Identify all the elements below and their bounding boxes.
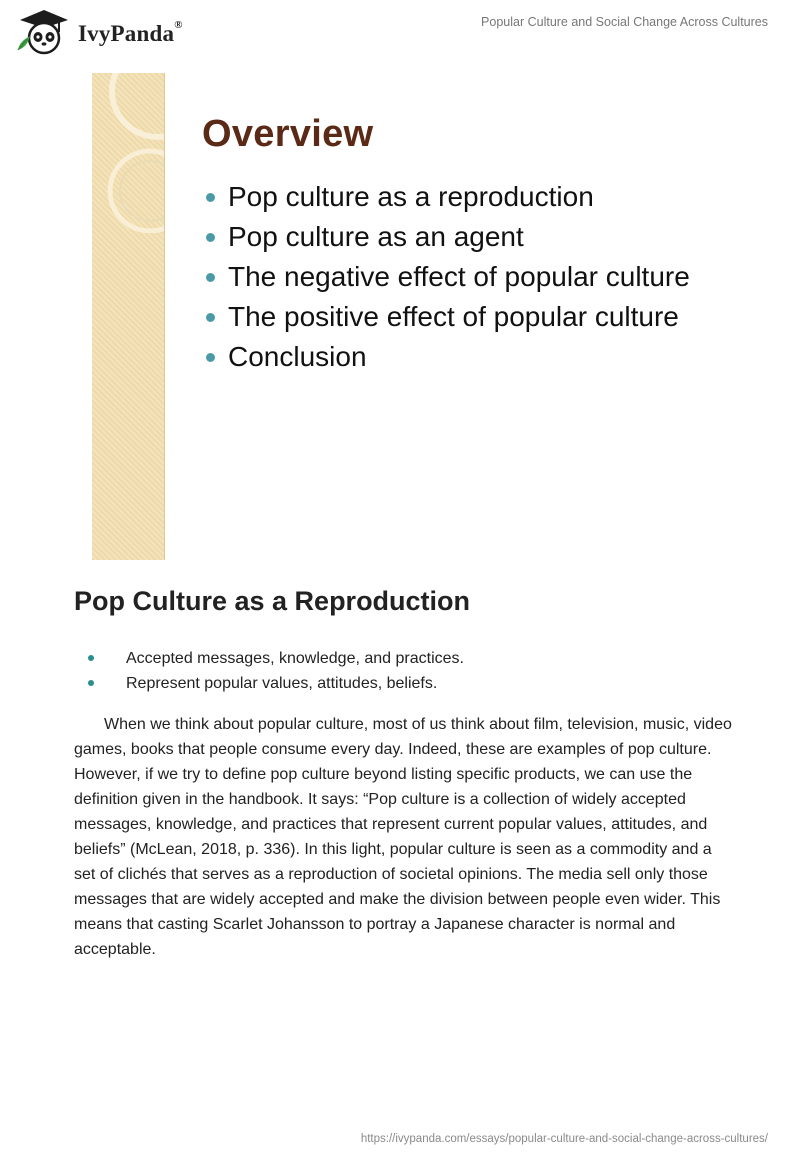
page-header	[0, 0, 800, 60]
decorative-circles-icon	[92, 73, 164, 233]
article-bullet-list	[74, 646, 464, 696]
panda-graduate-icon	[14, 8, 70, 56]
slide-decorative-strip	[92, 73, 165, 560]
presentation-slide	[92, 73, 732, 560]
bullet-dot-icon	[206, 233, 215, 242]
list-item: Represent popular values, attitudes, beliefs.	[74, 671, 464, 696]
slide-bullet-item: The positive effect of popular culture	[206, 297, 690, 337]
bullet-dot-icon	[88, 680, 94, 686]
body-paragraph: When we think about popular culture, most of us think about film, television, music, video games, books that people consume every day. Indeed, these are examples of pop culture. However, if we try to define pop culture beyond listing specific products, we can use the definition given in the handbook. It says: “Pop culture is a collection of widely accepted messages, knowledge, and practices that represent current popular values, attitudes, and beliefs” (McLean, 2018, p. 336). In this light, popular culture is seen as a commodity and a set of clichés that serves as a reproduction of societal opinions. The media sell only those messages that are widely accepted and make the division between people even wider. This means that casting Scarlet Johansson to portray a Japanese character is normal and acceptable.	[74, 716, 732, 958]
slide-title: Overview	[202, 113, 374, 155]
slide-bullet-item: Pop culture as a reproduction	[206, 177, 690, 217]
slide-bullet-item: Conclusion	[206, 337, 690, 377]
slide-bullet-list	[206, 177, 690, 377]
bullet-dot-icon	[206, 273, 215, 282]
slide-bullet-item: The negative effect of popular culture	[206, 257, 690, 297]
section-heading: Pop Culture as a Reproduction	[74, 586, 471, 616]
ivypanda-logo[interactable]	[14, 8, 204, 56]
bullet-dot-icon	[206, 313, 215, 322]
document-title: Popular Culture and Social Change Across Cultures	[481, 15, 768, 29]
bullet-dot-icon	[206, 193, 215, 202]
bullet-dot-icon	[206, 353, 215, 362]
brand-name: IvyPanda®	[78, 19, 183, 46]
bullet-dot-icon	[88, 655, 94, 661]
slide-bullet-item: Pop culture as an agent	[206, 217, 690, 257]
list-item: Accepted messages, knowledge, and practices.	[74, 646, 464, 671]
footer-url-link[interactable]: https://ivypanda.com/essays/popular-culture-and-social-change-across-cultures/	[360, 1133, 768, 1145]
